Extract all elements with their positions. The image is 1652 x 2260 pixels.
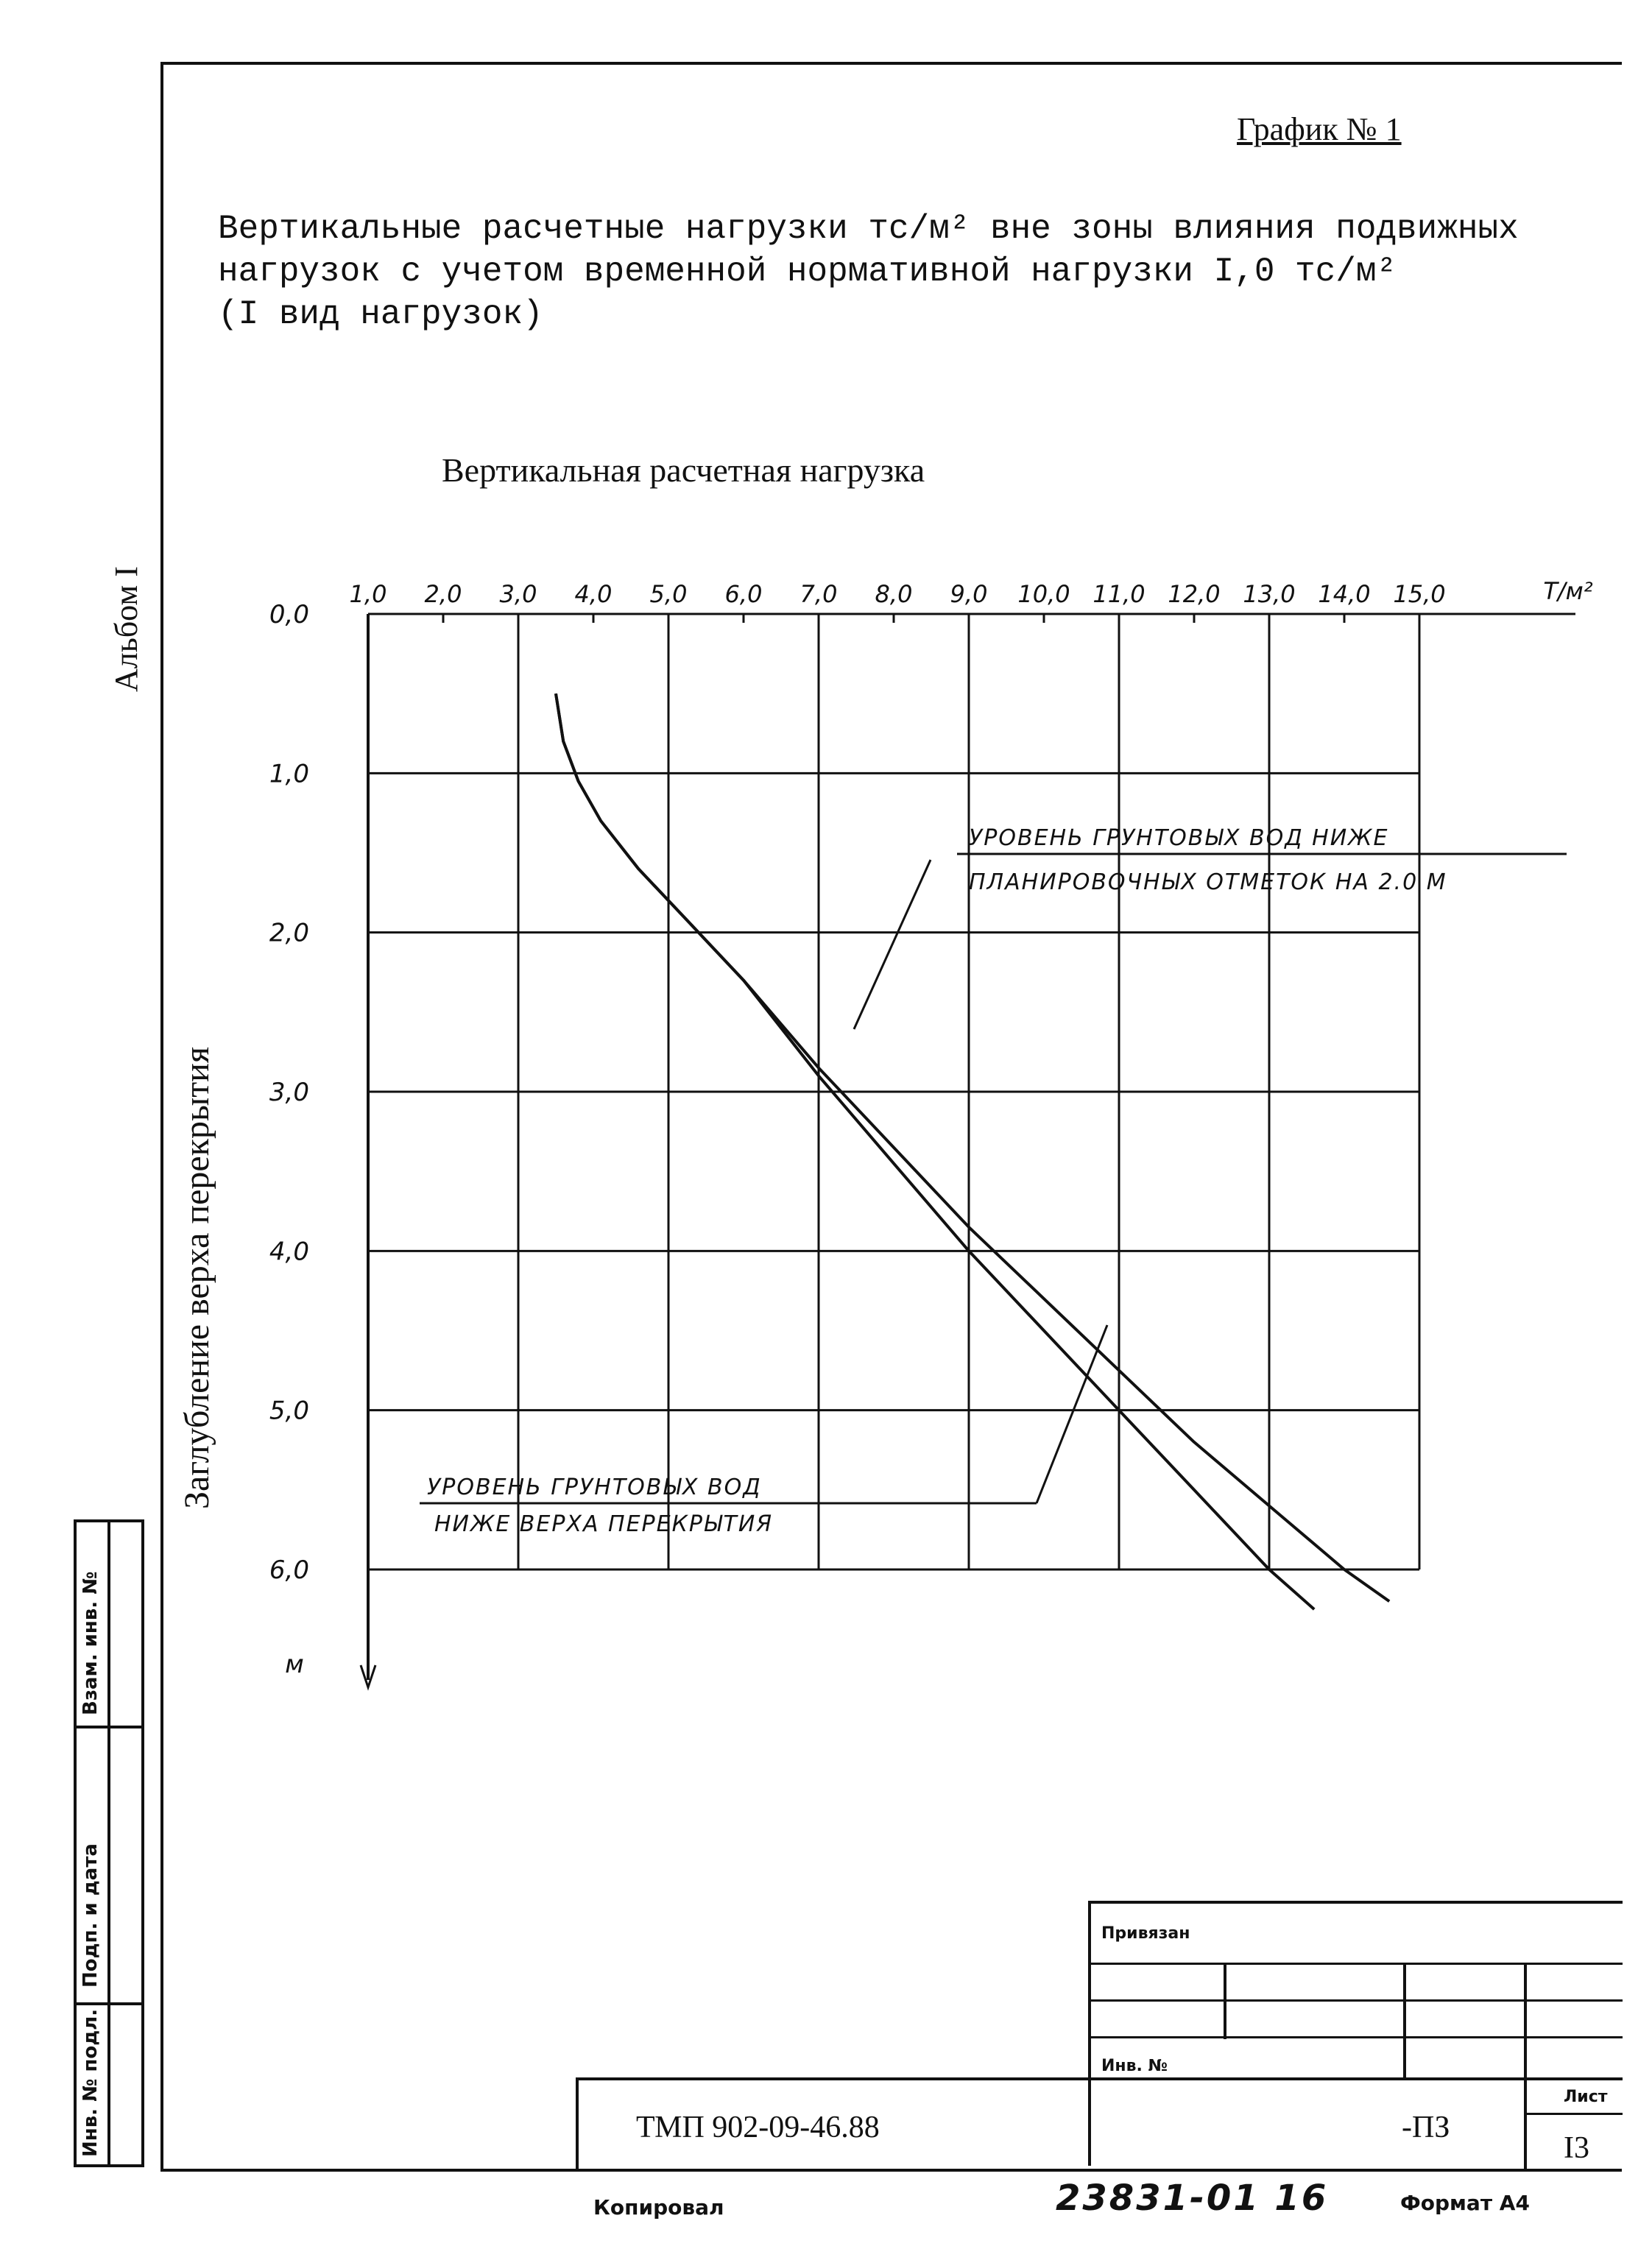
- title-block-line: [1524, 1963, 1527, 2169]
- title-block-line: [1088, 2036, 1623, 2038]
- inv-label: Инв. №: [1101, 2057, 1168, 2075]
- document-code: ТМП 902-09-46.88: [636, 2111, 880, 2144]
- document-suffix: -ПЗ: [1402, 2111, 1450, 2144]
- sheet-title: График № 1: [1237, 111, 1402, 147]
- title-block-line: [1088, 1963, 1623, 1965]
- sheet-heading: Вертикальные расчетные нагрузки тс/м² вне зоны влияния подвижных нагрузок с учетом временной нормативной нагрузки I,0 тс/м² (I вид нагрузок): [218, 210, 1519, 333]
- y-tick-label: 6,0: [269, 1555, 309, 1585]
- format-label: Формат А4: [1400, 2191, 1530, 2215]
- sheet-number: I3: [1564, 2131, 1589, 2165]
- y-tick-label: 3,0: [269, 1078, 309, 1107]
- sheet-label: Лист: [1564, 2088, 1608, 2106]
- title-block-line: [1524, 2113, 1623, 2115]
- x-tick-label: 13,0: [1243, 580, 1296, 608]
- chart-title: Вертикальная расчетная нагрузка: [442, 451, 925, 489]
- title-block-line: [1088, 1999, 1623, 2002]
- title-block-line: [576, 2077, 1623, 2080]
- side-label-replace: Взам. инв. №: [80, 1571, 102, 1715]
- x-tick-label: 10,0: [1017, 580, 1070, 608]
- x-tick-label: 11,0: [1092, 580, 1146, 608]
- annotation-1-leader: [854, 860, 931, 1029]
- y-tick-label: 0,0: [269, 600, 309, 629]
- x-tick-label: 15,0: [1393, 580, 1446, 608]
- y-axis-label: Заглубление верха перекрытия: [177, 1046, 216, 1509]
- order-number: 23831-01 16: [1056, 2178, 1329, 2219]
- x-tick-label: 14,0: [1318, 580, 1371, 608]
- y-tick-label: 1,0: [269, 759, 309, 789]
- annotation-2-line1: УРОВЕНЬ ГРУНТОВЫХ ВОД: [427, 1475, 762, 1500]
- x-tick-label: 9,0: [950, 580, 988, 608]
- side-stamp-divider: [107, 1519, 110, 2167]
- title-block-line: [1088, 1901, 1091, 2166]
- side-label-inv: Инв. № подл.: [80, 2008, 102, 2157]
- y-unit-label: м: [285, 1650, 304, 1679]
- side-stamp-divider: [74, 2002, 144, 2005]
- x-tick-label: 12,0: [1168, 580, 1221, 608]
- album-label: Альбом I: [108, 566, 144, 692]
- annotation-2-line2: НИЖЕ ВЕРХА ПЕРЕКРЫТИЯ: [434, 1511, 774, 1537]
- annotation-1-line1: УРОВЕНЬ ГРУНТОВЫХ ВОД НИЖЕ: [969, 825, 1389, 851]
- copied-label: Копировал: [593, 2195, 724, 2220]
- title-block-line: [576, 2077, 579, 2169]
- x-tick-label: 8,0: [875, 580, 913, 608]
- x-tick-label: 7,0: [799, 580, 838, 608]
- y-tick-label: 5,0: [269, 1396, 309, 1426]
- x-unit-label: Т/м²: [1543, 577, 1593, 605]
- y-tick-label: 2,0: [269, 918, 309, 948]
- x-tick-label: 3,0: [499, 580, 537, 608]
- x-tick-label: 6,0: [724, 580, 763, 608]
- title-block-line: [1088, 1901, 1623, 1904]
- x-tick-label: 2,0: [424, 580, 462, 608]
- y-tick-label: 4,0: [269, 1237, 309, 1267]
- side-label-sign: Подп. и дата: [80, 1843, 102, 1988]
- title-block-line: [1403, 1963, 1406, 2080]
- bound-label: Привязан: [1101, 1924, 1190, 1943]
- x-tick-label: 4,0: [574, 580, 613, 608]
- x-tick-label: 5,0: [649, 580, 688, 608]
- annotation-1-line2: ПЛАНИРОВОЧНЫХ ОТМЕТОК НА 2.0 М: [969, 869, 1447, 895]
- side-stamp-divider: [74, 1726, 144, 1728]
- x-tick-label: 1,0: [349, 580, 387, 608]
- annotation-2-leader: [1037, 1325, 1107, 1503]
- title-block-line: [1224, 1963, 1226, 2039]
